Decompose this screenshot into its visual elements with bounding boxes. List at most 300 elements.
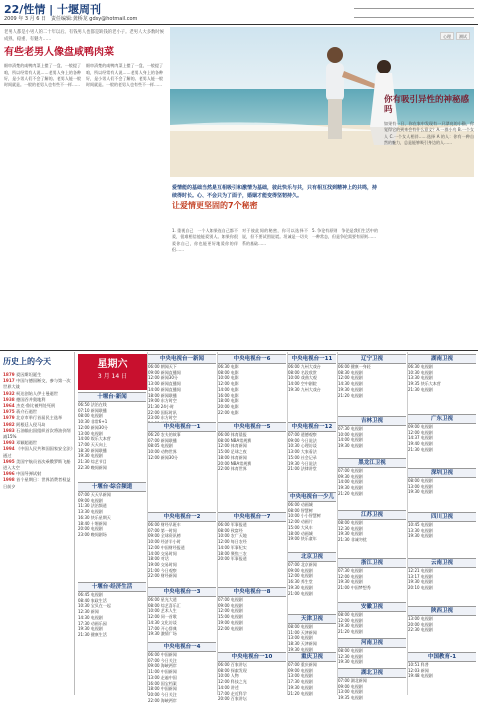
program-row: 08:40 家政生活 xyxy=(78,597,107,603)
program-row: 18:00 动画城 xyxy=(288,530,313,536)
channel-name: 陕西卫视 xyxy=(408,606,476,616)
history-item xyxy=(3,477,73,489)
program-row: 08:00 电视剧 xyxy=(338,612,363,617)
program-row: 10:00 电影 xyxy=(218,375,239,381)
main-article-col-3: 5. 争论有原则 争论是我们生活中的一种常态，但是争论需要有原则…… xyxy=(312,228,378,240)
program-row: 12:00 新闻30分 xyxy=(78,424,108,430)
program-row: 10:45 电视剧 xyxy=(408,522,433,527)
history-text: 蒋介石逝世 xyxy=(16,409,38,415)
program-row: 23:00 晚间剧场 xyxy=(78,531,107,537)
program-row: 12:00 动画片 xyxy=(288,519,313,525)
program-row: 07:30 电视剧 xyxy=(338,568,363,573)
program-row: 09:00 电视剧 xyxy=(218,602,243,608)
history-year: 1979 xyxy=(3,415,17,421)
program-row: 06:50 法治在线 xyxy=(78,402,107,407)
channel-name: 湖南卫视 xyxy=(408,354,476,364)
program-row: 14:30 电视剧 xyxy=(78,614,103,620)
channel-block xyxy=(338,668,406,701)
program-row: 13:30 电视剧 xyxy=(408,375,433,381)
program-row: 14:00 娱乐大本营 xyxy=(78,436,111,442)
history-text: 中国与德国断交，参与第一次世界大战 xyxy=(3,378,71,390)
channel-block xyxy=(288,552,336,596)
program-row: 08:00 致富经 xyxy=(218,527,243,533)
program-row: 12:00 电视剧 xyxy=(408,429,433,435)
program-row: 20:00 电视剧 xyxy=(408,621,433,627)
channel-name: 吉林卫视 xyxy=(338,416,406,426)
program-row: 18:00 中国新闻 xyxy=(148,686,177,692)
channel-block xyxy=(408,468,476,495)
program-row: 14:37 电视剧 xyxy=(408,435,433,441)
program-row: 09:00 电视剧 xyxy=(288,567,313,573)
history-text: 石油输出国组织首次将油价削减15% xyxy=(3,427,71,440)
program-row: 07:00 新闻联播 xyxy=(148,437,177,443)
program-row: 08:00 电视剧 xyxy=(288,624,313,629)
program-row: 21:30 健康生活 xyxy=(78,631,107,637)
program-row: 06:45 电视剧 xyxy=(78,592,103,597)
program-row: 10:00 人物 xyxy=(218,673,239,679)
program-row: 08:00 名段欣赏 xyxy=(288,369,317,375)
program-row: 19:30 电视剧 xyxy=(338,659,363,665)
program-row: 06:00 动画城 xyxy=(288,502,313,507)
program-row: 13:00 新闻直播间 xyxy=(148,381,181,387)
program-row: 10:30 心理访谈 xyxy=(288,443,317,449)
program-row: 18:30 天津新闻 xyxy=(288,641,317,647)
history-year: 1879 xyxy=(3,372,17,377)
program-row: 19:30 九州大戏台 xyxy=(288,386,321,392)
main-article-header xyxy=(172,185,378,211)
history-text: 阿根廷入侵马岛 xyxy=(16,421,46,427)
channel-block xyxy=(338,638,406,665)
history-year: 1996 xyxy=(3,471,17,477)
program-row: 11:30 法治频道 xyxy=(78,503,107,509)
history-year: 1993 xyxy=(3,440,17,446)
program-row: 06:00 朝闻天下 xyxy=(148,364,177,369)
program-row: 10:00 农广天地 xyxy=(218,533,247,539)
channel-name: 中国教育-1 xyxy=(408,652,476,662)
history-text: 北京市举行首届民主选举 xyxy=(16,415,63,421)
program-row: 12:00 电视剧 xyxy=(338,617,363,623)
program-row: 19:00 快乐童年 xyxy=(288,536,317,542)
program-row: 19:30 电视剧 xyxy=(78,453,103,459)
channel-name: 浙江卫视 xyxy=(338,558,406,568)
program-row: 12:30 电视剧 xyxy=(338,653,363,659)
program-row: 08:00 NBA常规赛 xyxy=(218,437,252,443)
program-row: 09:00 今日说法 xyxy=(288,437,317,443)
program-row: 19:30 电视剧 xyxy=(288,684,313,690)
program-row: 23:00 东方时空 xyxy=(148,415,177,421)
date-box xyxy=(78,354,147,390)
channel-name: 中央电视台一10 xyxy=(218,652,286,662)
program-row: 07:00 今日关注 xyxy=(148,657,177,663)
channel-block xyxy=(218,587,286,631)
program-row: 08:00 电视剧 xyxy=(338,648,363,653)
channel-block xyxy=(338,354,406,398)
channel-block xyxy=(408,512,476,539)
program-row: 21:00 电视剧 xyxy=(288,590,313,596)
channel-block xyxy=(148,422,216,461)
program-row: 19:30 电视剧 xyxy=(408,489,433,495)
history-today xyxy=(0,352,75,695)
history-text: 爱因斯坦诞生 xyxy=(16,372,42,377)
program-row: 12:00 新闻30分 xyxy=(148,375,178,381)
program-row: 19:30 电视剧 xyxy=(288,584,313,590)
program-row: 19:30 电视剧 xyxy=(338,623,363,629)
history-item xyxy=(3,446,73,458)
channel-name: 辽宁卫视 xyxy=(338,354,406,364)
program-row: 12:00 电视剧 xyxy=(288,573,313,579)
program-row: 13:30 电视剧 xyxy=(408,527,433,533)
history-year: 1917 xyxy=(3,378,17,384)
channel-block xyxy=(338,458,406,497)
program-row: 19:30 电视剧 xyxy=(288,646,313,652)
program-row: 08:00 探索发现 xyxy=(218,667,247,673)
channel-name: 中央电视台一少儿 xyxy=(289,494,334,500)
program-row: 16:30 快乐星期天 xyxy=(78,514,111,520)
program-row: 21:00 今日观察 xyxy=(148,567,177,573)
channel-block xyxy=(408,354,476,393)
history-year: 1982 xyxy=(3,421,17,427)
channel-block xyxy=(288,422,336,472)
program-row: 15:00 足球之夜 xyxy=(218,449,247,455)
program-row: 08:30 电视剧 xyxy=(338,369,363,375)
left-article-headline: 有些老男人像盘咸鸭肉菜 xyxy=(4,47,114,59)
program-row: 19:40 电视剧 xyxy=(408,441,433,447)
program-row: 10:00 小小智慧树 xyxy=(288,513,321,519)
channel-name: 十堰台·新闻 xyxy=(78,392,146,402)
program-row: 18:00 体育新闻 xyxy=(218,454,247,460)
program-row: 19:00 东方时空 xyxy=(148,398,177,404)
channel-name: 四川卫视 xyxy=(408,512,476,522)
program-row: 14:30 电视剧 xyxy=(338,381,363,387)
program-row: 08:00 电视剧 xyxy=(338,520,363,525)
channel-name: 中央电视台一11 xyxy=(288,354,336,364)
program-row: 14:00 讲述 xyxy=(218,684,239,690)
program-row: 09:00 海峡两岸 xyxy=(148,663,177,669)
main-article-quote: 爱情能的基础当然是互相吸引和激情为基础，彼此快乐与共，只有相互找到精神上的共鸣，持续得时长。心、不会只为了面子，婚姻才能变得坚韧持久。 xyxy=(172,185,378,199)
header-rule xyxy=(354,8,474,18)
channel-name: 中央电视台一8 xyxy=(218,587,286,597)
program-row: 07:10 新闻联播 xyxy=(78,407,107,413)
program-row: 20:00 电影 xyxy=(218,403,239,409)
program-row: 13:00 大家看法 xyxy=(288,449,317,455)
program-row: 16:00 电影 xyxy=(218,392,239,398)
program-row: 18:30 新闻联播 xyxy=(78,447,107,453)
program-row: 10:00 电视剧 xyxy=(338,431,363,437)
program-row: 19:30 电视剧 xyxy=(408,579,433,585)
channel-block xyxy=(78,392,146,470)
program-row: 21:30 电视剧 xyxy=(408,446,433,452)
sidebar-quiz xyxy=(384,95,474,341)
date-label: 3 月 14 日 xyxy=(97,373,128,380)
program-row: 13:17 电视剧 xyxy=(408,573,433,579)
main-article-headline: 让爱情更坚固的7个秘密 xyxy=(172,201,258,210)
channel-block xyxy=(148,587,216,637)
program-row: 11:00 天津新闻 xyxy=(288,629,317,635)
program-row: 06:20 农夫的故事 xyxy=(148,432,181,437)
program-row: 12:00 体育新闻 xyxy=(218,443,247,449)
channel-name: 中央电视台一1 xyxy=(148,422,216,432)
program-row: 22:30 电视剧 xyxy=(408,627,433,633)
program-row: 08:00 综艺喜乐汇 xyxy=(148,602,181,608)
channel-block xyxy=(408,558,476,591)
program-row: 07:30 电视剧 xyxy=(338,426,363,431)
channel-name: 中央电视台一12 xyxy=(288,422,336,432)
channel-block xyxy=(78,482,146,538)
program-row: 07:00 电视剧 xyxy=(218,597,243,602)
program-row: 17:30 动画乐园 xyxy=(78,620,107,626)
program-row: 19:35 快乐大本营 xyxy=(408,381,441,387)
program-row: 14:00 军事纪实 xyxy=(218,544,247,550)
page-title: 22/性情 | 十堰周刊 xyxy=(4,3,102,16)
program-row: 22:00 体育世界 xyxy=(218,466,247,472)
page-meta: 2009 年 3 月 6 日 责任编辑:龚桥龙 gdsy@hotmail.com xyxy=(4,16,138,22)
program-row: 06:00 财经早班车 xyxy=(148,522,181,527)
program-row: 19:30 今日说法 xyxy=(288,460,317,466)
program-row: 22:30 晚间新闻 xyxy=(78,464,107,470)
program-row: 14:00 电视剧 xyxy=(338,479,363,485)
program-row: 07:00 天天早新闻 xyxy=(78,492,111,497)
program-row: 17:00 走近科学 xyxy=(218,690,247,696)
program-row: 06:00 军事报道 xyxy=(218,522,247,527)
program-row: 21:20 电视剧 xyxy=(338,490,363,496)
channel-name: 广东卫视 xyxy=(408,414,476,424)
program-row: 12:00 电影 xyxy=(218,381,239,387)
history-year: 1932 xyxy=(3,390,17,396)
history-item xyxy=(3,378,73,390)
program-row: 13:30 电视剧 xyxy=(78,509,103,515)
history-year: 1964 xyxy=(3,403,17,409)
program-row: 21:20 电视剧 xyxy=(288,690,313,696)
program-row: 12:30 新闻 xyxy=(78,609,99,615)
program-row: 22:00 电视剧 xyxy=(218,625,243,631)
channel-name: 中央电视台一3 xyxy=(148,587,216,597)
channel-name: 十堰台·综合频道 xyxy=(78,482,146,492)
program-row: 19:30 电视剧 xyxy=(338,485,363,491)
channel-name: 云南卫视 xyxy=(408,558,476,568)
left-article-lead: 老男人都是小男人的二十年以后。有钱男人也都是缺钱的老小子。老男人大多数时候成熟、稳重、有魅力…… xyxy=(4,30,164,42)
history-title: 历史上的今天 xyxy=(3,357,51,366)
program-row: 19:30 电视剧 xyxy=(78,626,103,632)
program-row: 20:00 电视剧 xyxy=(78,526,103,532)
program-row: 15:00 社会记录 xyxy=(288,454,317,460)
channel-name: 天津卫视 xyxy=(288,614,336,624)
program-row: 19:48 电视剧 xyxy=(408,673,433,679)
channel-block xyxy=(288,614,336,653)
program-row: 09:00 新闻直播间 xyxy=(148,369,181,375)
section-divider xyxy=(0,350,478,351)
channel-name: 河南卫视 xyxy=(338,638,406,648)
program-row: 13:00 电视剧 xyxy=(408,483,433,489)
program-row: 10:30 电视剧 xyxy=(408,369,433,375)
program-row: 12:00 电视剧 xyxy=(338,375,363,381)
history-list xyxy=(3,372,73,490)
program-row: 09:00 电视剧 xyxy=(288,667,313,673)
program-row: 09:00 全球资讯榜 xyxy=(148,533,181,539)
program-row: 09:00 电视剧 xyxy=(408,424,433,429)
program-row: 14:00 新闻直播间 xyxy=(148,386,181,392)
program-row: 21:30 非诚勿扰 xyxy=(338,537,367,543)
program-row: 21:00 中国梦想秀 xyxy=(338,585,371,591)
program-row: 15:00 电视剧 xyxy=(218,614,243,620)
program-row: 13:00 电视剧 xyxy=(78,430,103,436)
program-row: 21:20 电视剧 xyxy=(338,392,363,398)
history-text: 中国导弹试射 xyxy=(16,471,42,477)
program-row: 19:30 激情广场 xyxy=(148,631,177,637)
program-row: 07:00 北京新闻 xyxy=(288,562,317,567)
channel-name: 黑龙江卫视 xyxy=(338,458,406,468)
program-row: 06:00 中国新闻 xyxy=(148,652,177,657)
program-row: 10:00 经济半小时 xyxy=(148,539,181,545)
program-row: 12:00 同一首歌 xyxy=(148,614,177,620)
channel-name: 江苏卫视 xyxy=(338,510,406,520)
program-row: 12:00 新闻30分 xyxy=(148,454,178,460)
program-row: 19:30 电视剧 xyxy=(338,386,363,392)
program-row: 20:00 今日关注 xyxy=(148,691,177,697)
left-article-body-col-2: 细审清楚的咸鸭肉菜上摆了一盘，一般提了咱，所以经常有人说……老男人身上的各种好，是小男人们不会了解的。老男人能一般时间就是。一般的老男人也有些不一样…… xyxy=(86,63,163,88)
program-row: 17:30 电视剧 xyxy=(288,679,313,685)
history-text: 德国吞并奥地利 xyxy=(16,396,46,402)
program-row: 21:30 24小时 xyxy=(148,403,174,409)
program-row: 19:30 电视剧 xyxy=(338,579,363,585)
channel-block xyxy=(408,652,476,679)
program-row: 16:00 国宝档案 xyxy=(148,680,177,686)
program-row: 14:30 文化访谈 xyxy=(148,619,177,625)
program-row: 06:00 体育晨报 xyxy=(218,432,247,437)
channel-name: 中央电视台一5 xyxy=(218,422,286,432)
section-tags xyxy=(440,28,470,44)
program-row: 22:00 电影 xyxy=(218,409,239,415)
channel-block xyxy=(338,510,406,543)
left-article-body-col-1: 细审清楚的咸鸭肉菜上摆了一盘，一般提了咱，所以经常有人说……老男人身上的各种好，是小男人们不会了解的。老男人能一般时间就是。一般的老男人也有些不一样…… xyxy=(4,63,81,88)
main-article-col-1: 1. 重视自己 一个人如果连自己都不爱，很难相信他能爱别人。如果你很爱你自己，你也能更好地爱你的伴侣…… xyxy=(172,228,238,253)
channel-name: 中央电视台一2 xyxy=(148,512,216,522)
channel-block xyxy=(288,354,336,393)
program-row: 07:00 湖北新闻 xyxy=(338,678,367,683)
channel-name: 安徽卫视 xyxy=(338,602,406,612)
program-row: 22:00 财经新闻 xyxy=(148,573,177,579)
history-text: 《中国人民共和国国家安全法》通过 xyxy=(3,446,73,458)
program-row: 20:00 NBA常规赛 xyxy=(218,460,252,466)
program-row: 18:00 电影 xyxy=(218,398,239,404)
main-article-col-2: 对于彼此间的秘密，你可以选择不说，但不要试图说谎。坦诚是一切关系的基础…… xyxy=(242,228,308,246)
channel-name: 中央电视台一新闻 xyxy=(148,354,216,364)
program-row: 10:00 动物世界 xyxy=(148,449,177,455)
weekday-label: 星期六 xyxy=(97,359,128,370)
history-item xyxy=(3,459,73,471)
channel-block xyxy=(338,602,406,635)
tag-psychology[interactable]: 心理 xyxy=(440,32,454,40)
program-row: 17:00 开心辞典 xyxy=(148,625,177,631)
main-article-body xyxy=(172,228,378,348)
program-row: 07:00 道德观察 xyxy=(288,432,317,437)
program-row: 09:00 电视剧 xyxy=(338,683,363,689)
program-row: 10:00 艺术人生 xyxy=(148,608,177,614)
program-row: 10:30 宝贝在一起 xyxy=(78,603,111,609)
tag-test[interactable]: 测试 xyxy=(456,32,470,40)
channel-name: 湖北卫视 xyxy=(338,668,406,678)
channel-block xyxy=(288,492,336,542)
history-text: 邓颖超逝世 xyxy=(16,440,38,446)
program-row: 06:00 星光大道 xyxy=(148,597,177,602)
program-row: 18:40 十堰新闻 xyxy=(78,520,107,526)
channel-name: 深圳卫视 xyxy=(408,468,476,478)
history-year: 1995 xyxy=(3,458,17,464)
sidebar-headline: 你有吸引异性的神秘感吗 xyxy=(384,95,470,115)
program-row: 06:00 百家讲坛 xyxy=(218,662,247,667)
channel-block xyxy=(338,558,406,591)
page-header xyxy=(0,0,478,25)
program-row: 17:00 天天向上 xyxy=(78,441,107,447)
program-row: 12:30 电视剧 xyxy=(338,525,363,531)
program-row: 12:03 新闻 xyxy=(408,667,429,673)
program-row: 20:00 百家讲坛 xyxy=(218,696,247,702)
program-row: 21:20 电视剧 xyxy=(338,629,363,635)
program-row: 07:00 电视剧 xyxy=(338,468,363,473)
program-row: 19:30 电视剧 xyxy=(338,443,363,449)
channel-block xyxy=(408,606,476,633)
program-row: 13:00 电视剧 xyxy=(338,689,363,695)
program-row: 14:00 电视剧 xyxy=(338,437,363,443)
channel-block xyxy=(148,642,216,703)
program-row: 07:00 重庆新闻 xyxy=(288,662,317,667)
history-text: 美国宇航员首次乘俄罗斯飞船进入太空 xyxy=(3,458,71,471)
history-year: 1983 xyxy=(3,427,17,433)
left-article xyxy=(4,30,164,348)
channel-block xyxy=(218,422,286,472)
program-row: 12:00 科技之光 xyxy=(218,679,247,685)
program-row: 12:00 电视剧 xyxy=(218,608,243,614)
program-row: 19:30 电视剧 xyxy=(408,533,433,539)
program-row: 06:00 健康一身轻 xyxy=(338,364,371,369)
program-row: 10:30 非常6+1 xyxy=(78,419,108,425)
program-row: 16:30 养生堂 xyxy=(288,579,313,585)
program-row: 08:00 电视剧 xyxy=(78,413,103,419)
program-row: 07:00 第一时间 xyxy=(148,527,177,533)
program-row: 21:00 法律讲堂 xyxy=(288,466,317,472)
channel-block xyxy=(148,512,216,579)
program-row: 06:30 电影 xyxy=(218,364,239,369)
program-row: 22:00 国际时讯 xyxy=(148,409,177,415)
program-row: 19:00 电视剧 xyxy=(218,619,243,625)
program-row: 08:00 电影 xyxy=(218,369,239,375)
program-row: 20:10 电视剧 xyxy=(408,585,433,591)
program-row: 08:05 电视剧 xyxy=(148,443,173,449)
program-row: 13:00 电视剧 xyxy=(288,635,313,641)
program-row: 08:00 智慧树 xyxy=(288,507,313,513)
program-row: 13:00 电视剧 xyxy=(408,616,433,621)
program-row: 14:00 交易时间 xyxy=(148,550,177,556)
program-row: 08:00 电视剧 xyxy=(408,478,433,483)
channel-block xyxy=(218,354,286,415)
sidebar-body: 如果有一日，你在家中发现有一只漂亮的小猫，你觉得它的到来会有什么意义？A.一群小鸟 B.一个女人 C.一个女人相伴……选择 A 的人：你有一种自然的魅力，总是能够吸引身边的人…… xyxy=(384,121,474,146)
program-row: 14:00 空中剧院 xyxy=(288,381,317,387)
history-year: 1994 xyxy=(3,446,17,452)
program-row: 12:00 电视剧 xyxy=(338,573,363,579)
channel-block xyxy=(218,652,286,702)
channel-block xyxy=(408,414,476,453)
channel-block xyxy=(218,512,286,562)
history-text: 柯达创始人伊士曼逝世 xyxy=(16,390,59,396)
program-row: 20:00 军事报道 xyxy=(218,556,247,562)
channel-block xyxy=(78,582,146,638)
program-row: 06:30 电视剧 xyxy=(408,364,433,369)
history-year: 1975 xyxy=(3,409,17,415)
program-row: 18:00 新闻联播 xyxy=(148,392,177,398)
program-row: 18:00 聚焦三农 xyxy=(218,550,247,556)
program-row: 13:00 电视剧 xyxy=(288,673,313,679)
program-row: 14:00 电影 xyxy=(218,386,239,392)
tv-guide xyxy=(76,352,478,703)
